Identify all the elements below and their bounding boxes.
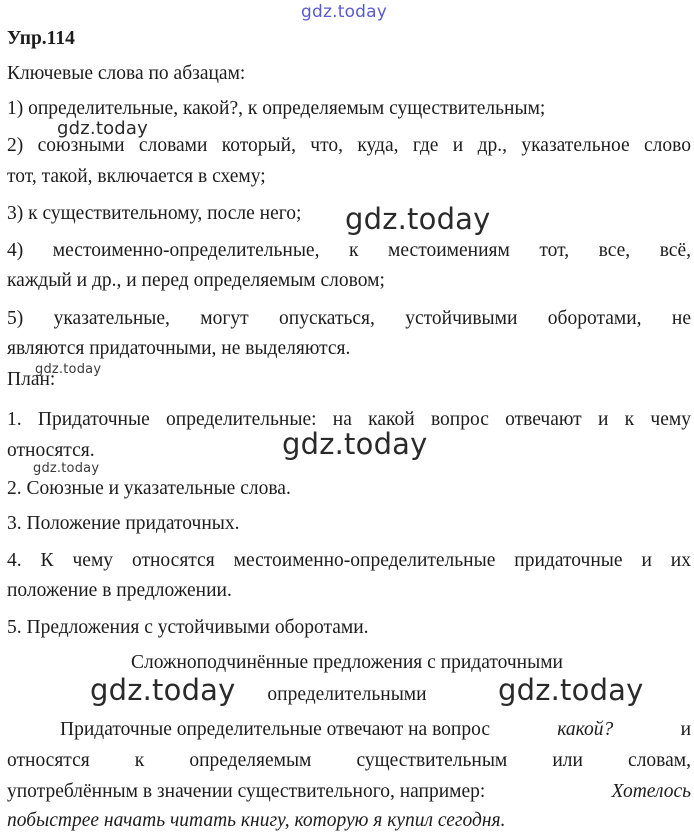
paragraph-line: являются придаточными, не выделяются. xyxy=(7,338,351,359)
paragraph-line: 4) местоименно-определительные, к местоимениям тот, все, всё, xyxy=(7,240,691,261)
body-text: употреблённым в значении существительного, например: xyxy=(7,781,486,802)
watermark: gdz.today xyxy=(35,362,102,377)
section-heading: Сложноподчинённые предложения с придаточными xyxy=(131,652,563,673)
plan-line: 2. Союзные и указательные слова. xyxy=(7,478,291,499)
watermark: gdz.today xyxy=(57,118,149,139)
paragraph-line: каждый и др., и перед определяемым словом; xyxy=(7,270,385,291)
body-text: и xyxy=(680,719,691,740)
paragraph-line: 1) определительные, какой?, к определяемым существительным; xyxy=(7,98,546,119)
body-italic: какой? xyxy=(557,719,614,740)
exercise-title: Упр.114 xyxy=(7,28,75,49)
plan-line: относятся. xyxy=(7,440,95,461)
plan-line: 4. К чему относятся местоименно-определительные придаточные и их xyxy=(7,550,691,571)
watermark: gdz.today xyxy=(498,673,644,707)
plan-line: положение в предложении. xyxy=(7,580,232,601)
paragraph-line: 5) указательные, могут опускаться, устойчивыми оборотами, не xyxy=(7,308,691,329)
paragraph-line: 3) к существительному, после него; xyxy=(7,203,302,224)
plan-line: 3. Положение придаточных. xyxy=(7,513,240,534)
body-line xyxy=(7,781,691,803)
body-line: относятся к определяемым существительным или словам, xyxy=(7,750,691,771)
section-heading: определительными xyxy=(267,684,427,705)
watermark: gdz.today xyxy=(90,673,236,707)
plan-line: 5. Предложения с устойчивыми оборотами. xyxy=(7,617,369,638)
paragraph-line: 2) союзными словами который, что, куда, где и др., указательное слово xyxy=(7,135,691,156)
watermark-top: gdz.today xyxy=(301,2,388,22)
intro-line: Ключевые слова по абзацам: xyxy=(7,63,246,84)
plan-label: План: xyxy=(7,369,56,390)
plan-line: 1. Придаточные определительные: на какой вопрос отвечают и к чему xyxy=(7,409,691,430)
body-italic: Хотелось xyxy=(611,781,691,802)
watermark: gdz.today xyxy=(282,427,428,461)
watermark: gdz.today xyxy=(345,202,491,236)
paragraph-line: тот, такой, включается в схему; xyxy=(7,166,266,187)
body-line xyxy=(60,719,691,741)
body-line: побыстрее начать читать книгу, которую я купил сегодня. xyxy=(7,810,506,831)
watermark: gdz.today xyxy=(33,461,100,476)
body-text: Придаточные определительные отвечают на вопрос xyxy=(60,719,490,740)
